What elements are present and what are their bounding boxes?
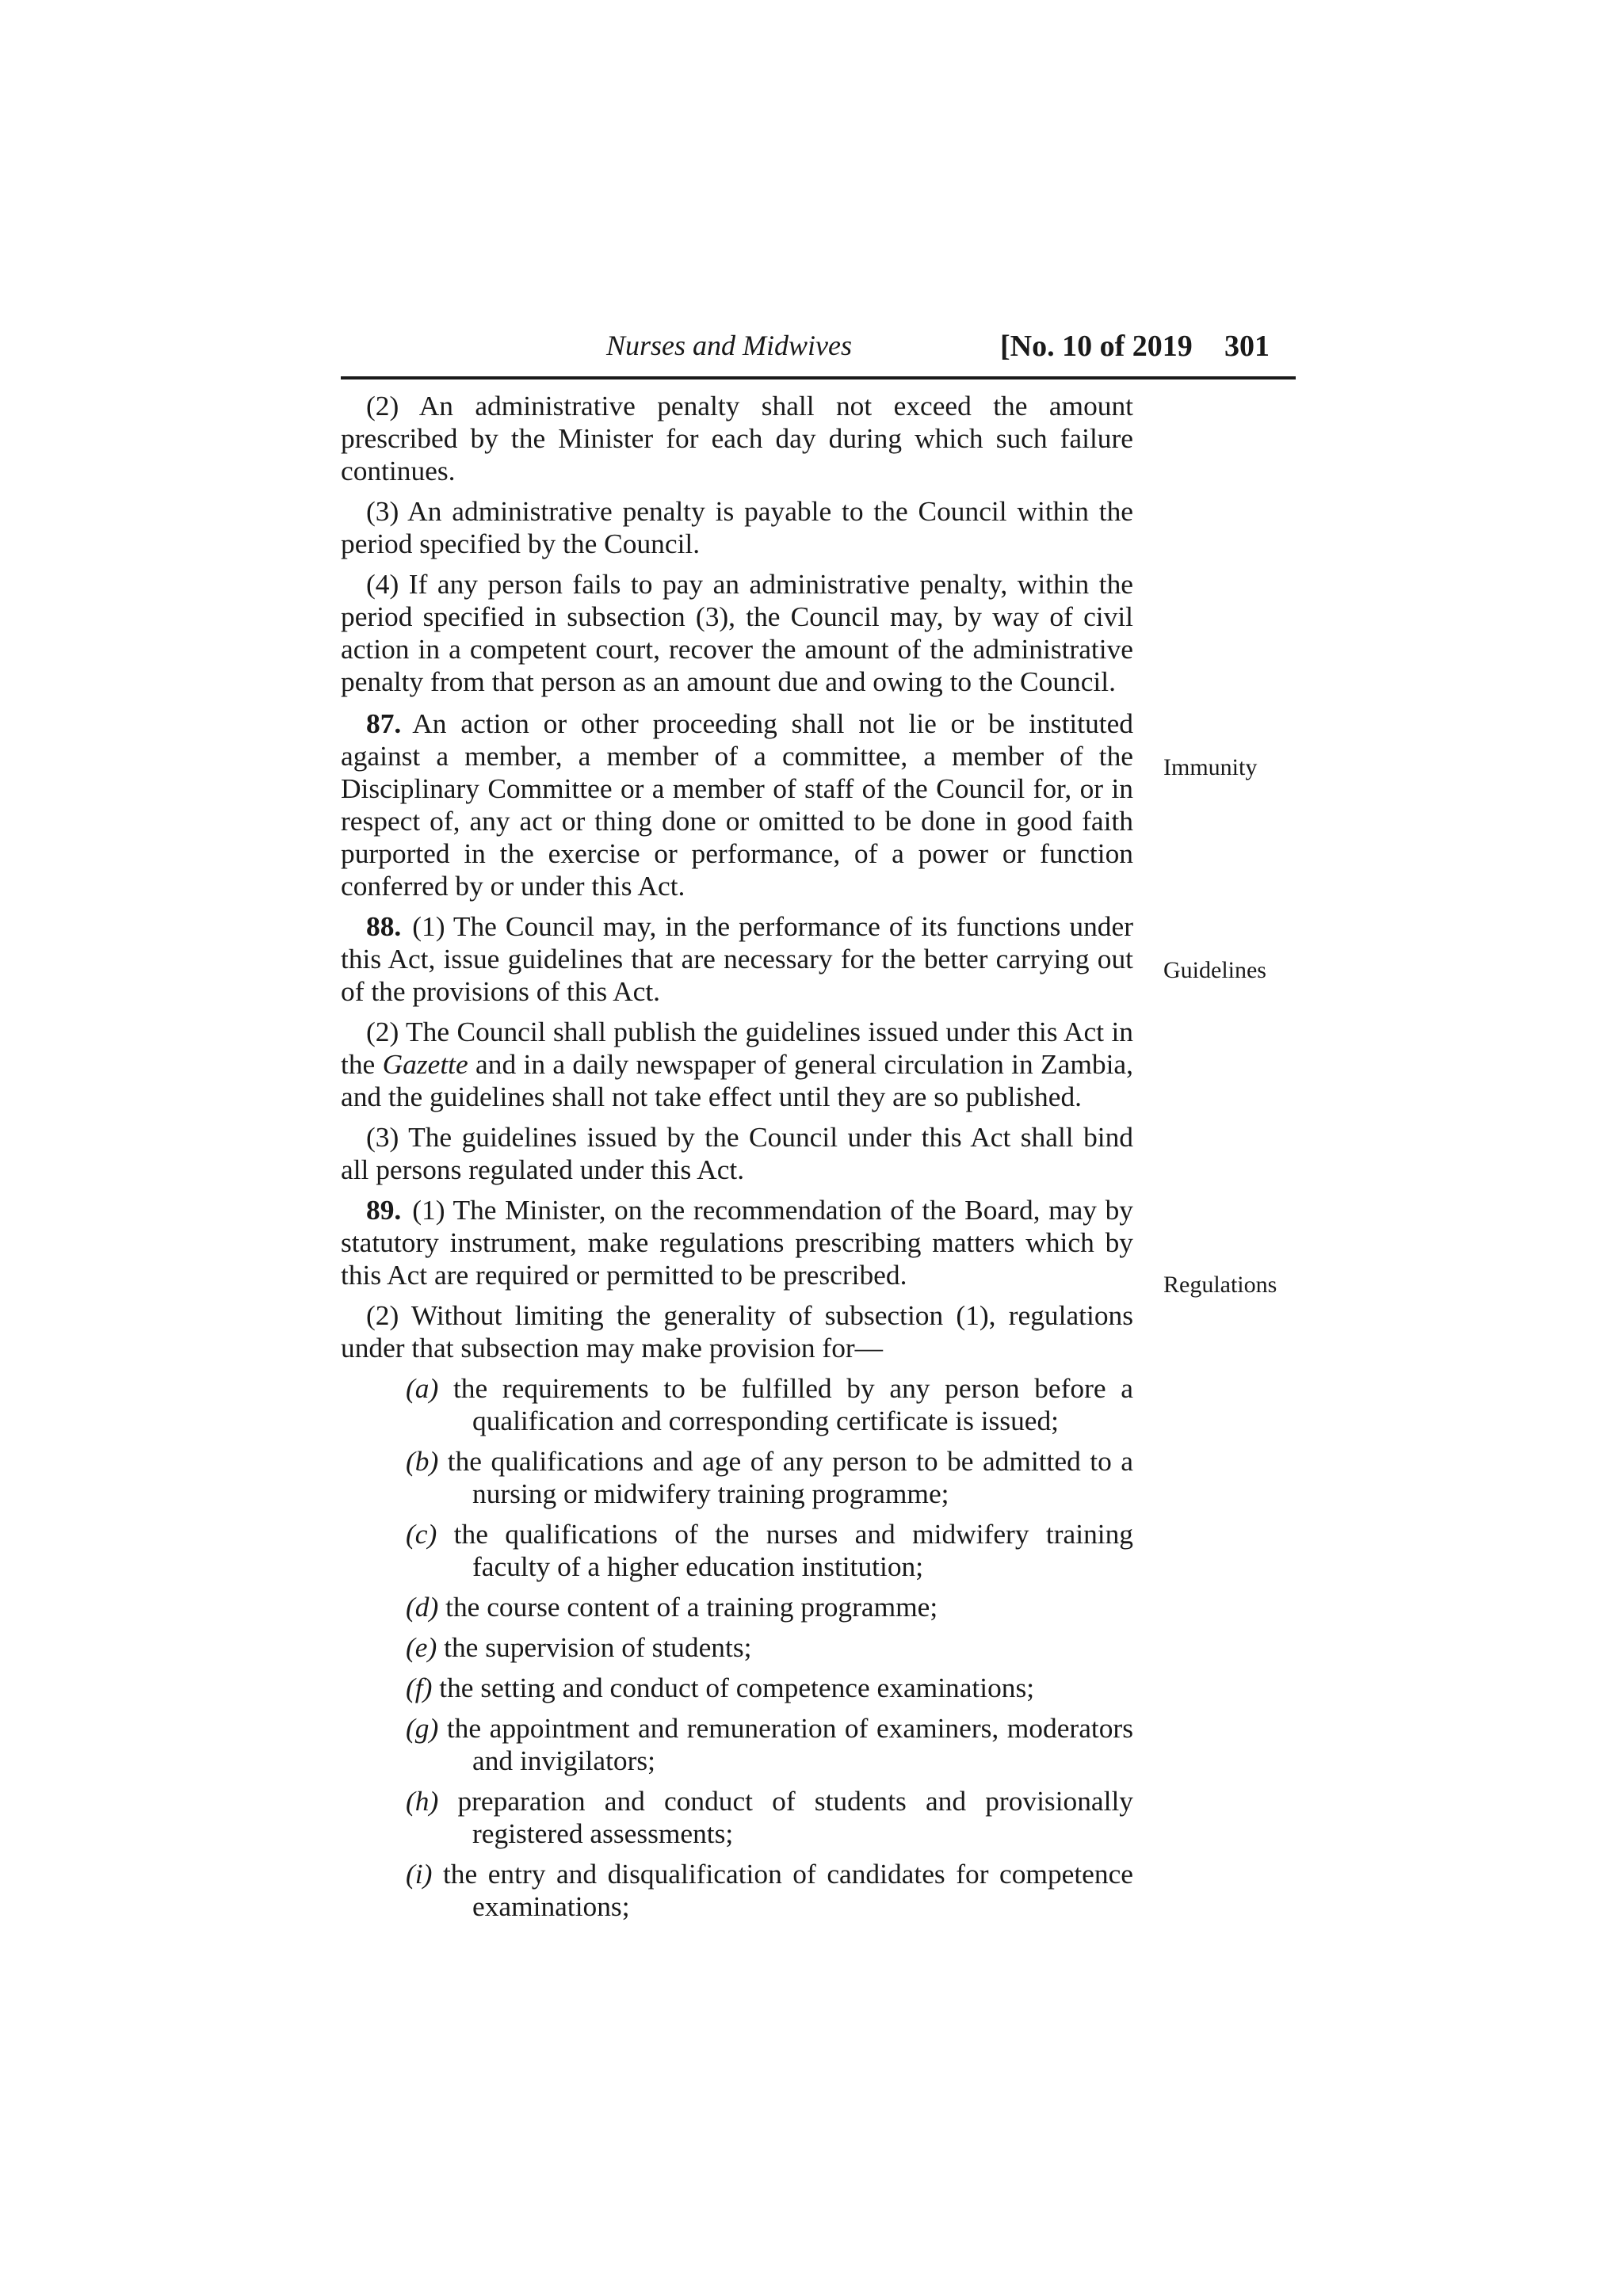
section-89-1-text: (1) The Minister, on the recommendation of the Board, may by statutory instrument, make regulations prescribing matters which by this Act are required or permitted to be prescribed.: [341, 1194, 1133, 1291]
list-item: (a) the requirements to be fulfilled by any person before a qualification and corresponding certificate is issued;: [406, 1372, 1133, 1436]
paragraph-86-2: (2) An administrative penalty shall not exceed the amount prescribed by the Minister for each day during which such failure continues.: [341, 390, 1133, 486]
section-88-number: 88.: [366, 910, 402, 942]
paragraph-86-3: (3) An administrative penalty is payable to the Council within the period specified by the Council.: [341, 495, 1133, 559]
margin-note-immunity: Immunity: [1163, 754, 1258, 780]
section-87-number: 87.: [366, 707, 402, 739]
list-item: (b) the qualifications and age of any person to be admitted to a nursing or midwifery training programme;: [406, 1445, 1133, 1509]
section-88-3: (3) The guidelines issued by the Council under this Act shall bind all persons regulated under this Act.: [341, 1121, 1133, 1185]
section-89-1: [341, 1194, 1133, 1291]
margin-note-regulations: Regulations: [1163, 1272, 1277, 1298]
page-number: 301: [1224, 330, 1270, 363]
list-item: (f) the setting and conduct of competence examinations;: [406, 1672, 1035, 1703]
section-88-2: [341, 1016, 1133, 1113]
section-88-2-text-a: (2) The Council shall publish the guidelines issued under this Act in the: [341, 1016, 1133, 1080]
margin-note-guidelines: Guidelines: [1163, 957, 1266, 983]
list-item: (g) the appointment and remuneration of examiners, moderators and invigilators;: [406, 1712, 1133, 1776]
list-item: (c) the qualifications of the nurses and midwifery training faculty of a higher education institution;: [406, 1518, 1133, 1582]
section-87: [341, 707, 1133, 902]
list-item: (e) the supervision of students;: [406, 1631, 752, 1663]
list-item: (i) the entry and disqualification of candidates for competence examinations;: [406, 1858, 1133, 1922]
paragraph-86-4: (4) If any person fails to pay an administrative penalty, within the period specified in subsection (3), the Council may, by way of civil action in a competent court, recover the amount of the administrative penalty from that person as an amount due and owing to the Council.: [341, 568, 1133, 697]
running-title: Nurses and Midwives: [606, 330, 852, 361]
section-88-1-text: (1) The Council may, in the performance of its functions under this Act, issue guidelines that are necessary for the better carrying out of the provisions of this Act.: [341, 910, 1133, 1007]
act-number: [No. 10 of 2019: [1000, 330, 1193, 363]
section-88-1: [341, 910, 1133, 1008]
list-item: (d) the course content of a training programme;: [406, 1591, 938, 1623]
document-body: [341, 390, 1133, 1931]
list-item: (h) preparation and conduct of students and provisionally registered assessments;: [406, 1785, 1133, 1849]
gazette-italic: Gazette: [382, 1048, 468, 1080]
regulation-matters-list: [341, 1372, 1133, 1923]
section-89-2: (2) Without limiting the generality of subsection (1), regulations under that subsection may make provision for—: [341, 1299, 1133, 1363]
section-89-number: 89.: [366, 1194, 402, 1226]
section-88-2-text-b: and in a daily newspaper of general circulation in Zambia, and the guidelines shall not take effect until they are so published.: [341, 1048, 1133, 1112]
page-header: [341, 329, 1296, 379]
section-87-text: An action or other proceeding shall not lie or be instituted against a member, a member of a committee, a member of the Disciplinary Committee or a member of staff of the Council for, or in respect of, any act or thing done or omitted to be done in good faith purported in the exercise or performance, of a power or function conferred by or under this Act.: [341, 707, 1133, 902]
